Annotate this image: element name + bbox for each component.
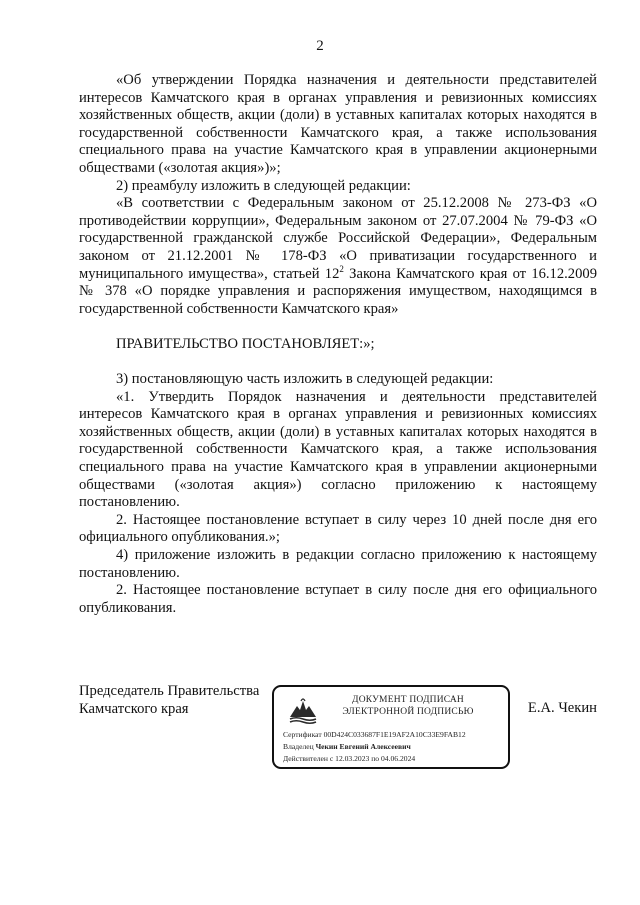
owner-label: Владелец [283,742,314,751]
paragraph-entry-into-force: 2. Настоящее постановление вступает в силу после дня его официального опубликования. [79,582,597,616]
signer-position-line1: Председатель Правительства [79,683,260,699]
owner-value: Чекин Евгений Алексеевич [315,742,411,751]
paragraph-government-resolves: ПРАВИТЕЛЬСТВО ПОСТАНОВЛЯЕТ:»; [116,335,375,352]
stamp-certificate-row [283,729,466,741]
page-number: 2 [316,38,324,54]
article-superscript: 2 [339,263,344,274]
paragraph-operative-intro: 3) постановляющую часть изложить в следующей редакции: [116,371,494,388]
paragraph-appendix: 4) приложение изложить в редакции согласно приложению к настоящему постановлению. [79,547,597,581]
valid-from: 12.03.2023 [335,754,370,763]
electronic-signature-stamp [272,685,510,769]
stamp-owner-row [283,741,466,753]
certificate-label: Сертификат [283,730,322,739]
valid-to: 04.06.2024 [381,754,416,763]
validity-to-word: по [371,754,380,763]
preamble-text-part2: Закона Камчатского края от 16.12.2009 № 378 «О порядке управления и распоряжения имуществом, находящимся в государственной собственности Камчатского края» [79,265,597,317]
certificate-value: 00D424C033687F1E19AF2A10C33E9FAB12 [323,730,466,739]
stamp-validity-row [283,753,466,765]
stamp-title-line1: ДОКУМЕНТ ПОДПИСАН [352,695,464,705]
stamp-details [283,729,466,765]
signer-position [79,682,259,718]
paragraph-preamble-intro: 2) преамбулу изложить в следующей редакции: [116,177,411,194]
paragraph-operative-item2: 2. Настоящее постановление вступает в силу через 10 дней после дня его официального опубликования.»; [79,511,597,546]
document-body [79,72,597,617]
kamchatka-coat-of-arms-icon [288,697,318,725]
stamp-title-line2: ЭЛЕКТРОННОЙ ПОДПИСЬЮ [342,706,474,717]
signer-name: Е.А. Чекин [527,700,597,716]
paragraph-operative-item1: «1. Утвердить Порядок назначения и деятельности представителей интересов Камчатского края в органах управления и ревизионных комиссиях хозяйственных обществ, акции (доли) в уставных капиталах которых находятся в государственной собственности Камчатского края, а также использования специального права на участие Камчатского края в управлении акционерными обществами («золотая акция») согласно приложению к настоящему постановлению. [79,388,597,511]
paragraph-title-quote: «Об утверждении Порядка назначения и деятельности представителей интересов Камчатского края в органах управления и ревизионных комиссиях хозяйственных обществ, акции (доли) в уставных капиталах которых находятся в государственной собственности Камчатского края, а также использования специального права на участие Камчатского края в управлении акционерными обществами («золотая акция»)»; [79,72,597,176]
validity-label: Действителен с [283,754,334,763]
signer-position-line2: Камчатского края [79,701,189,717]
preamble-text-part1: «В соответствии с Федеральным законом от 25.12.2008 № 273-ФЗ «О противодействии коррупции», Федеральным законом от 27.07.2004 № 79-ФЗ «О государственной гражданской службе Российской Федерации», Федеральным законом от 21.12.2001 № 178-ФЗ «О приватизации государственного и муниципального имущества», статьей 12 [79,195,597,282]
paragraph-preamble-text [79,195,597,318]
stamp-title [328,695,488,718]
